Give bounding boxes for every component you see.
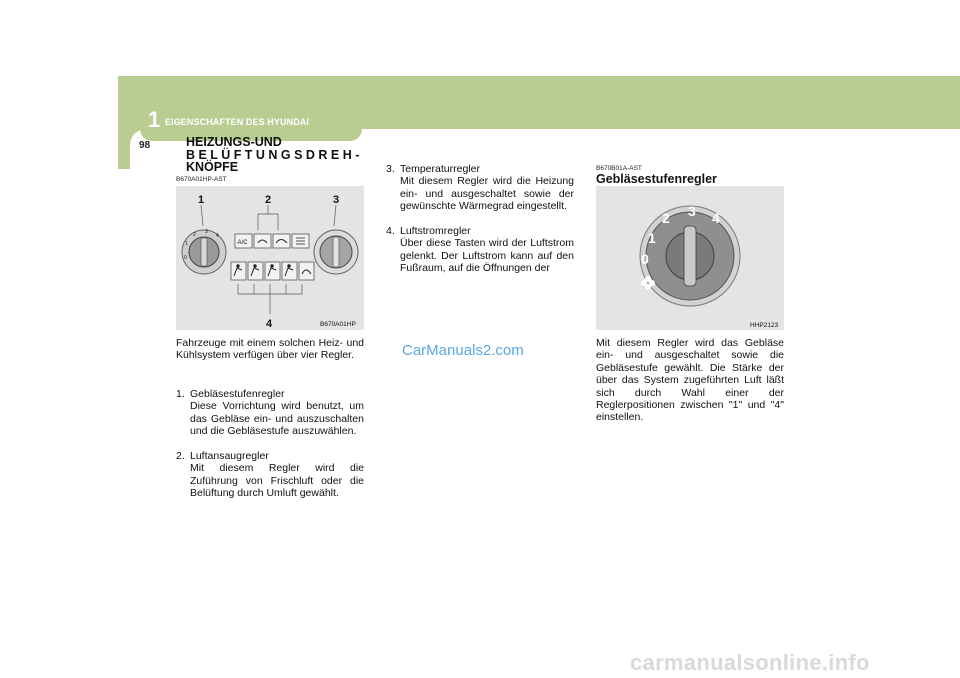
list-item-4: [386, 225, 574, 275]
callout-2: 2: [265, 194, 272, 206]
item-description: Mit diesem Regler wird die Heizung ein- und ausgeschaltet sowie der gewünschte Wärmegrad eingestellt.: [400, 175, 574, 213]
fan-knob-1: 1: [648, 230, 656, 246]
intro-paragraph: Fahrzeuge mit einem solchen Heiz- und Kühlsystem verfügen über vier Regler.: [176, 337, 364, 362]
list-item-3: [386, 163, 574, 213]
left-knob-3: 3: [205, 229, 208, 235]
left-knob-1: 1: [185, 241, 188, 247]
section-title-line2: B E L Ü F T U N G S D R E H -: [186, 147, 360, 162]
callout-1: 1: [198, 194, 205, 206]
fan-knob-grip: [684, 226, 696, 286]
item-number: 4.: [386, 225, 395, 237]
item-number: 1.: [176, 388, 185, 400]
item-number: 2.: [176, 450, 185, 462]
temperature-knob: [314, 230, 358, 274]
item-description: Über diese Tasten wird der Luftstrom gelenkt. Der Luftstrom kann auf den Fußraum, auf die Öffnungen der: [400, 237, 574, 275]
left-knob-0: 0: [184, 255, 187, 261]
climate-control-illustration: [176, 186, 364, 330]
section-title-line3: KNÖPFE: [186, 160, 239, 174]
fan-knob-0: 0: [641, 251, 649, 267]
chapter-title: EIGENSCHAFTEN DES HYUNDAI: [165, 117, 310, 127]
fan-knob-3: 3: [688, 203, 696, 219]
list-item-1: [176, 388, 364, 438]
fan-figure-code: HHP2123: [750, 322, 779, 329]
item-number: 3.: [386, 163, 395, 175]
right-section-code: B670B01A-AST: [596, 165, 642, 172]
item-heading: Luftstromregler: [400, 225, 471, 237]
right-section-title: Gebläsestufenregler: [596, 172, 717, 186]
item-heading: Gebläsestufenregler: [190, 388, 285, 400]
item-heading: Temperaturregler: [400, 163, 480, 175]
chapter-number: 1: [148, 107, 161, 132]
fan-knob-figure: [596, 186, 784, 330]
airflow-mode-buttons: [231, 262, 314, 280]
fan-knob-illustration: [596, 186, 784, 330]
top-button-row: [235, 234, 309, 248]
figure-code: B670A01HP: [320, 321, 356, 328]
page-number: 98: [139, 140, 151, 151]
item-description: Mit diesem Regler wird die Zuführung von Frischluft oder die Belüftung durch Umluft gewählt.: [190, 462, 364, 500]
section-title-line1: HEIZUNGS-UND: [186, 135, 282, 149]
section-title: [186, 136, 366, 174]
fan-knob-4: 4: [712, 210, 720, 226]
left-knob-2: 2: [193, 232, 196, 238]
item-heading: Luftansaugregler: [190, 450, 269, 462]
item-description: Diese Vorrichtung wird benutzt, um das Gebläse ein- und auszuschalten und die Gebläsestufe auszuwählen.: [190, 400, 364, 438]
list-item-2: [176, 450, 364, 500]
footer-site-watermark: carmanualsonline.info: [630, 650, 870, 675]
fan-speed-knob: [182, 229, 226, 274]
callout-4: 4: [266, 318, 273, 330]
callout-3: 3: [333, 194, 340, 206]
right-body-paragraph: Mit diesem Regler wird das Gebläse ein- und ausgeschaltet sowie die Gebläsestufe gewählt. Die Stärke der über das System zugeführten Luft läßt sich durch Wahl einer der Reglerpositionen zwischen "1" und "4" einstellen.: [596, 337, 784, 424]
fan-knob-2: 2: [662, 210, 670, 226]
climate-control-figure: [176, 186, 364, 330]
ac-button-label: A/C: [237, 240, 248, 246]
section-code: B670A01HP-AST: [176, 176, 227, 183]
left-knob-4: 4: [216, 233, 219, 239]
watermark-link[interactable]: CarManuals2.com: [402, 342, 524, 359]
